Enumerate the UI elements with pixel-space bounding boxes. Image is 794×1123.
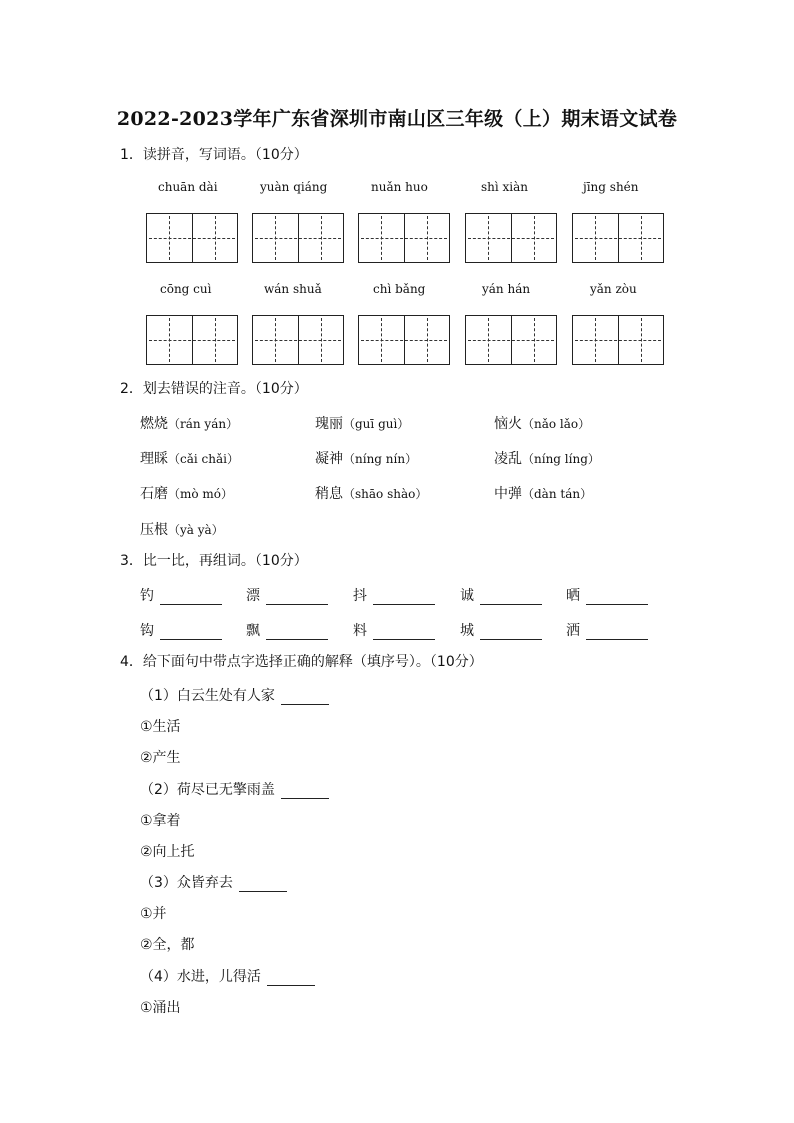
word-text: 中弹	[494, 486, 522, 502]
pinyin-label: cōng cuì	[160, 282, 212, 296]
writing-grid[interactable]	[252, 315, 344, 365]
answer-blank[interactable]	[586, 590, 648, 605]
compare-item	[246, 585, 328, 605]
word-text: 恼火	[494, 416, 522, 432]
pinyin-item[interactable]	[140, 413, 238, 433]
char-text: 钓	[140, 588, 154, 604]
answer-blank[interactable]	[586, 625, 648, 640]
word-text: 石磨	[140, 486, 168, 502]
pinyin-options: （cǎi chǎi）	[168, 452, 239, 466]
pinyin-item[interactable]	[494, 413, 590, 433]
option: ①并	[140, 906, 167, 922]
word-text: 理睬	[140, 451, 168, 467]
answer-blank[interactable]	[267, 971, 315, 986]
option: ①生活	[140, 719, 181, 735]
writing-grid[interactable]	[572, 315, 664, 365]
word-text: 燃烧	[140, 416, 168, 432]
pinyin-options: （shāo shào）	[343, 487, 428, 501]
writing-grid[interactable]	[252, 213, 344, 263]
pinyin-label: yán hán	[482, 282, 531, 296]
pinyin-item[interactable]	[315, 483, 427, 503]
writing-grid[interactable]	[146, 315, 238, 365]
sub-question	[140, 779, 329, 799]
answer-blank[interactable]	[281, 690, 329, 705]
pinyin-label: yǎn zòu	[590, 282, 637, 296]
pinyin-label: chì bǎng	[373, 282, 426, 296]
answer-blank[interactable]	[480, 625, 542, 640]
pinyin-options: （níng nín）	[343, 452, 418, 466]
page-title: 2022-2023学年广东省深圳市南山区三年级（上）期末语文试卷	[116, 108, 678, 130]
pinyin-options: （guī guì）	[343, 417, 410, 431]
char-text: 晒	[566, 588, 580, 604]
writing-grid[interactable]	[465, 213, 557, 263]
compare-item	[460, 585, 542, 605]
question-4-heading: 4．给下面句中带点字选择正确的解释（填序号）。（10分）	[120, 654, 483, 670]
writing-grid[interactable]	[358, 315, 450, 365]
option: ②产生	[140, 750, 181, 766]
pinyin-label: jīng shén	[583, 180, 639, 194]
char-text: 抖	[353, 588, 367, 604]
pinyin-options: （níng líng）	[522, 452, 600, 466]
pinyin-options: （yà yà）	[168, 523, 224, 537]
pinyin-item[interactable]	[140, 483, 233, 503]
compare-item	[353, 585, 435, 605]
sub-question-text: （3）众皆弃去	[140, 875, 233, 891]
sub-question	[140, 966, 315, 986]
compare-item	[460, 620, 542, 640]
pinyin-options: （nǎo lǎo）	[522, 417, 591, 431]
writing-grid[interactable]	[572, 213, 664, 263]
option: ②全，都	[140, 937, 195, 953]
sub-question-text: （2）荷尽已无擎雨盖	[140, 782, 275, 798]
question-3-heading: 3．比一比，再组词。（10分）	[120, 553, 308, 569]
char-text: 料	[353, 623, 367, 639]
pinyin-label: chuān dài	[158, 180, 218, 194]
option: ①拿着	[140, 813, 181, 829]
pinyin-item[interactable]	[140, 519, 224, 539]
compare-item	[140, 620, 222, 640]
pinyin-options: （dàn tán）	[522, 487, 593, 501]
pinyin-item[interactable]	[315, 413, 409, 433]
option: ①涌出	[140, 1000, 181, 1016]
sub-question	[140, 685, 329, 705]
word-text: 压根	[140, 522, 168, 538]
sub-question-text: （4）水进，儿得活	[140, 969, 261, 985]
question-2-heading: 2．划去错误的注音。（10分）	[120, 381, 308, 397]
writing-grid[interactable]	[358, 213, 450, 263]
pinyin-options: （rán yán）	[168, 417, 239, 431]
char-text: 飘	[246, 623, 260, 639]
char-text: 诚	[460, 588, 474, 604]
compare-item	[566, 620, 648, 640]
char-text: 钩	[140, 623, 154, 639]
pinyin-label: nuǎn huo	[371, 180, 428, 194]
char-text: 漂	[246, 588, 260, 604]
answer-blank[interactable]	[266, 590, 328, 605]
compare-item	[353, 620, 435, 640]
sub-question	[140, 872, 287, 892]
pinyin-item[interactable]	[494, 483, 592, 503]
answer-blank[interactable]	[373, 590, 435, 605]
word-text: 凝神	[315, 451, 343, 467]
word-text: 凌乱	[494, 451, 522, 467]
answer-blank[interactable]	[266, 625, 328, 640]
writing-grid[interactable]	[146, 213, 238, 263]
pinyin-item[interactable]	[494, 448, 600, 468]
pinyin-options: （mò mó）	[168, 487, 234, 501]
compare-item	[140, 585, 222, 605]
pinyin-label: yuàn qiáng	[260, 180, 328, 194]
question-1-heading: 1．读拼音，写词语。（10分）	[120, 147, 308, 163]
char-text: 洒	[566, 623, 580, 639]
compare-item	[246, 620, 328, 640]
pinyin-item[interactable]	[140, 448, 239, 468]
char-text: 城	[460, 623, 474, 639]
word-text: 稍息	[315, 486, 343, 502]
compare-item	[566, 585, 648, 605]
answer-blank[interactable]	[281, 784, 329, 799]
answer-blank[interactable]	[480, 590, 542, 605]
answer-blank[interactable]	[239, 877, 287, 892]
word-text: 瑰丽	[315, 416, 343, 432]
writing-grid[interactable]	[465, 315, 557, 365]
option: ②向上托	[140, 844, 195, 860]
answer-blank[interactable]	[160, 590, 222, 605]
pinyin-item[interactable]	[315, 448, 417, 468]
answer-blank[interactable]	[160, 625, 222, 640]
sub-question-text: （1）白云生处有人家	[140, 688, 275, 704]
answer-blank[interactable]	[373, 625, 435, 640]
pinyin-label: shì xiàn	[481, 180, 529, 194]
pinyin-label: wán shuǎ	[264, 282, 322, 296]
